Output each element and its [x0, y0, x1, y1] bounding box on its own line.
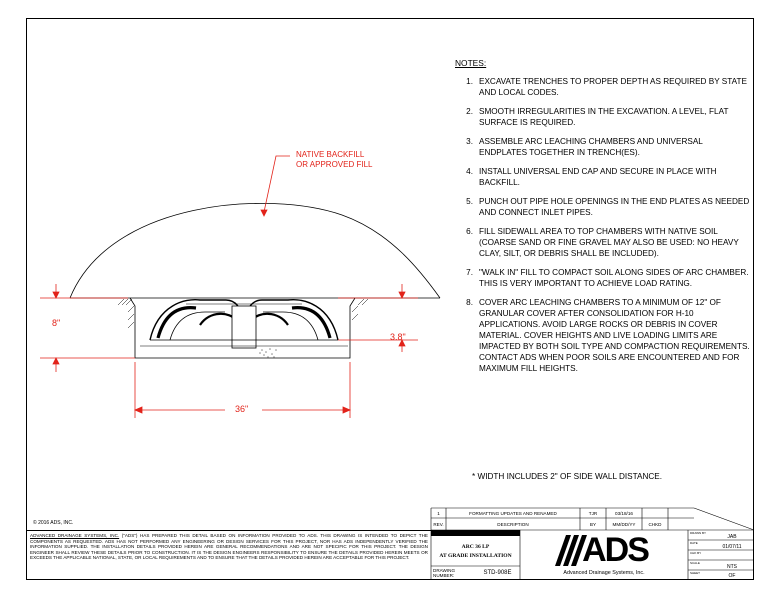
note-item: 6. FILL SIDEWALL AREA TO TOP CHAMBERS WITH NATIVE SOIL (COARSE SAND OR FINE GRAVEL MAY ALSO BE USED: NO HEAVY CLAY, SILT, OR DEBRIS SHALL BE INCLUDED).	[466, 227, 739, 258]
copyright-text: © 2016 ADS, INC.	[33, 520, 74, 526]
gravel-fill	[259, 348, 277, 358]
dimension-width-label: 36"	[235, 404, 249, 414]
revision-header-by: BY	[589, 521, 597, 527]
notes-panel	[455, 58, 751, 382]
disclaimer-company: ADVANCED DRAINAGE SYSTEMS, INC.	[30, 533, 120, 538]
dimension-lines	[40, 156, 418, 418]
drawing-number-label: DRAWING NUMBER:	[433, 568, 456, 578]
note-item: 2. SMOOTH IRREGULARITIES IN THE EXCAVATION. A LEVEL, FLAT SURFACE IS REQUIRED.	[466, 107, 729, 127]
drawing-title-line1: ARC 36 LP	[461, 544, 490, 550]
company-name: Advanced Drainage Systems, Inc.	[563, 570, 645, 576]
width-note: * WIDTH INCLUDES 2" OF SIDE WALL DISTANCE.	[472, 472, 663, 481]
checked-by	[710, 553, 754, 560]
revision-by: TJR	[588, 510, 598, 516]
sheet-label: SHEET	[690, 570, 701, 575]
backfill-label-line2: OR APPROVED FILL	[296, 160, 373, 169]
note-item: 1. EXCAVATE TRENCHES TO PROPER DEPTH AS REQUIRED BY STATE AND LOCAL CODES.	[466, 77, 747, 97]
disclaimer-text	[27, 530, 431, 578]
revision-date: 03/18/16	[615, 510, 633, 516]
drawn-by: JAB	[727, 533, 737, 540]
note-item: 4. INSTALL UNIVERSAL END CAP AND SECURE IN PLACE WITH BACKFILL.	[466, 167, 717, 187]
ads-logo-text: ADS	[582, 530, 648, 569]
note-item: 7. "WALK IN" FILL TO COMPACT SOIL ALONG SIDES OF ARC CHAMBER. THIS IS VERY IMPORTANT TO ACHIEVE LOAD RATING.	[466, 268, 749, 288]
revision-header-description: DESCRIPTION	[497, 521, 529, 527]
disclaimer-body: ("ADS") HAS PREPARED THIS DETAIL BASED ON INFORMATION PROVIDED TO ADS. THIS DRAWING IS INTENDED TO DEPICT THE COMPONENTS AS REQUESTED. ADS HAS NOT PERFORMED ANY ENGINEERING OR DESIGN SERVICES FOR THIS PROJECT, NOR HAS ADS INDEPENDENTLY VERIFIED THE INFORMATION SUPPLIED. THE INSTALLATION DETAILS PROVIDED HEREIN ARE GENERAL RECOMMENDATIONS AND ARE NOT SPECIFIC FOR THIS PROJECT. THE DESIGN ENGINEER SHALL REVIEW THESE DETAILS PRIOR TO CONSTRUCTION. IT IS THE DESIGN ENGINEERS RESPONSIBILITY TO ENSURE THE DETAILS PROVIDED HEREIN MEETS OR EXCEEDS THE APPLICABLE NATIONAL, STATE, OR LOCAL REQUIREMENTS AND TO ENSURE THAT THE DETAILS PROVIDED HEREIN ARE ACCEPTABLE FOR THIS PROJECT.	[30, 533, 428, 561]
note-item: 3. ASSEMBLE ARC LEACHING CHAMBERS AND UNIVERSAL ENDPLATES TOGETHER IN TRENCH(ES).	[466, 137, 703, 157]
note-item: 8. COVER ARC LEACHING CHAMBERS TO A MINIMUM OF 12" OF GRANULAR COVER AFTER CONSOLIDATION FOR H-10 APPLICATIONS. AVOID LARGE ROCKS OR DEBRIS IN COVER MATERIAL. COVER HEIGHTS AND LIVE LOADING LIMITS ARE IMPACTED BY BOTH SOIL TYPE AND COMPACTION REQUIREMENTS. CONTACT ADS WHEN POOR SOILS ARE ENCOUNTERED AND FOR MAXIMUM FILL HEIGHTS.	[466, 298, 750, 373]
title-bar	[431, 530, 520, 536]
dimension-cover-label: 3.8"	[390, 332, 406, 342]
backfill-label-line1: NATIVE BACKFILL	[296, 150, 365, 159]
backfill-mound	[70, 203, 440, 298]
scale-label: SCALE	[690, 560, 700, 565]
revision-description: FORMATTING UPDATES AND RENAMED	[469, 510, 557, 516]
revision-header-date: MM/DD/YY	[612, 521, 636, 527]
sheet-value: OF	[728, 572, 736, 579]
arc-chamber	[140, 300, 348, 348]
backfill-label	[296, 150, 372, 170]
drawn-by-label: DRAWN BY	[690, 530, 707, 535]
note-item: 5. PUNCH OUT PIPE HOLE OPENINGS IN THE END PLATES AS NEEDED AND CONNECT INLET PIPES.	[466, 197, 750, 217]
checked-by-label: CHK BY	[690, 550, 702, 555]
revision-header-chkd: CHKD	[648, 521, 662, 527]
dimension-height-label: 8"	[52, 318, 61, 328]
drawing-number: STD-908E	[483, 570, 512, 576]
scale-value: NTS	[727, 563, 737, 570]
drawing-date: 01/07/11	[722, 543, 742, 550]
revision-header-rev: REV.	[433, 521, 444, 527]
revision-number: 1	[437, 510, 440, 516]
notes-list	[455, 76, 751, 374]
drawing-title-line2: AT GRADE INSTALLATION	[439, 553, 512, 559]
notes-title: NOTES:	[455, 58, 487, 68]
date-label: DATE	[690, 540, 698, 545]
